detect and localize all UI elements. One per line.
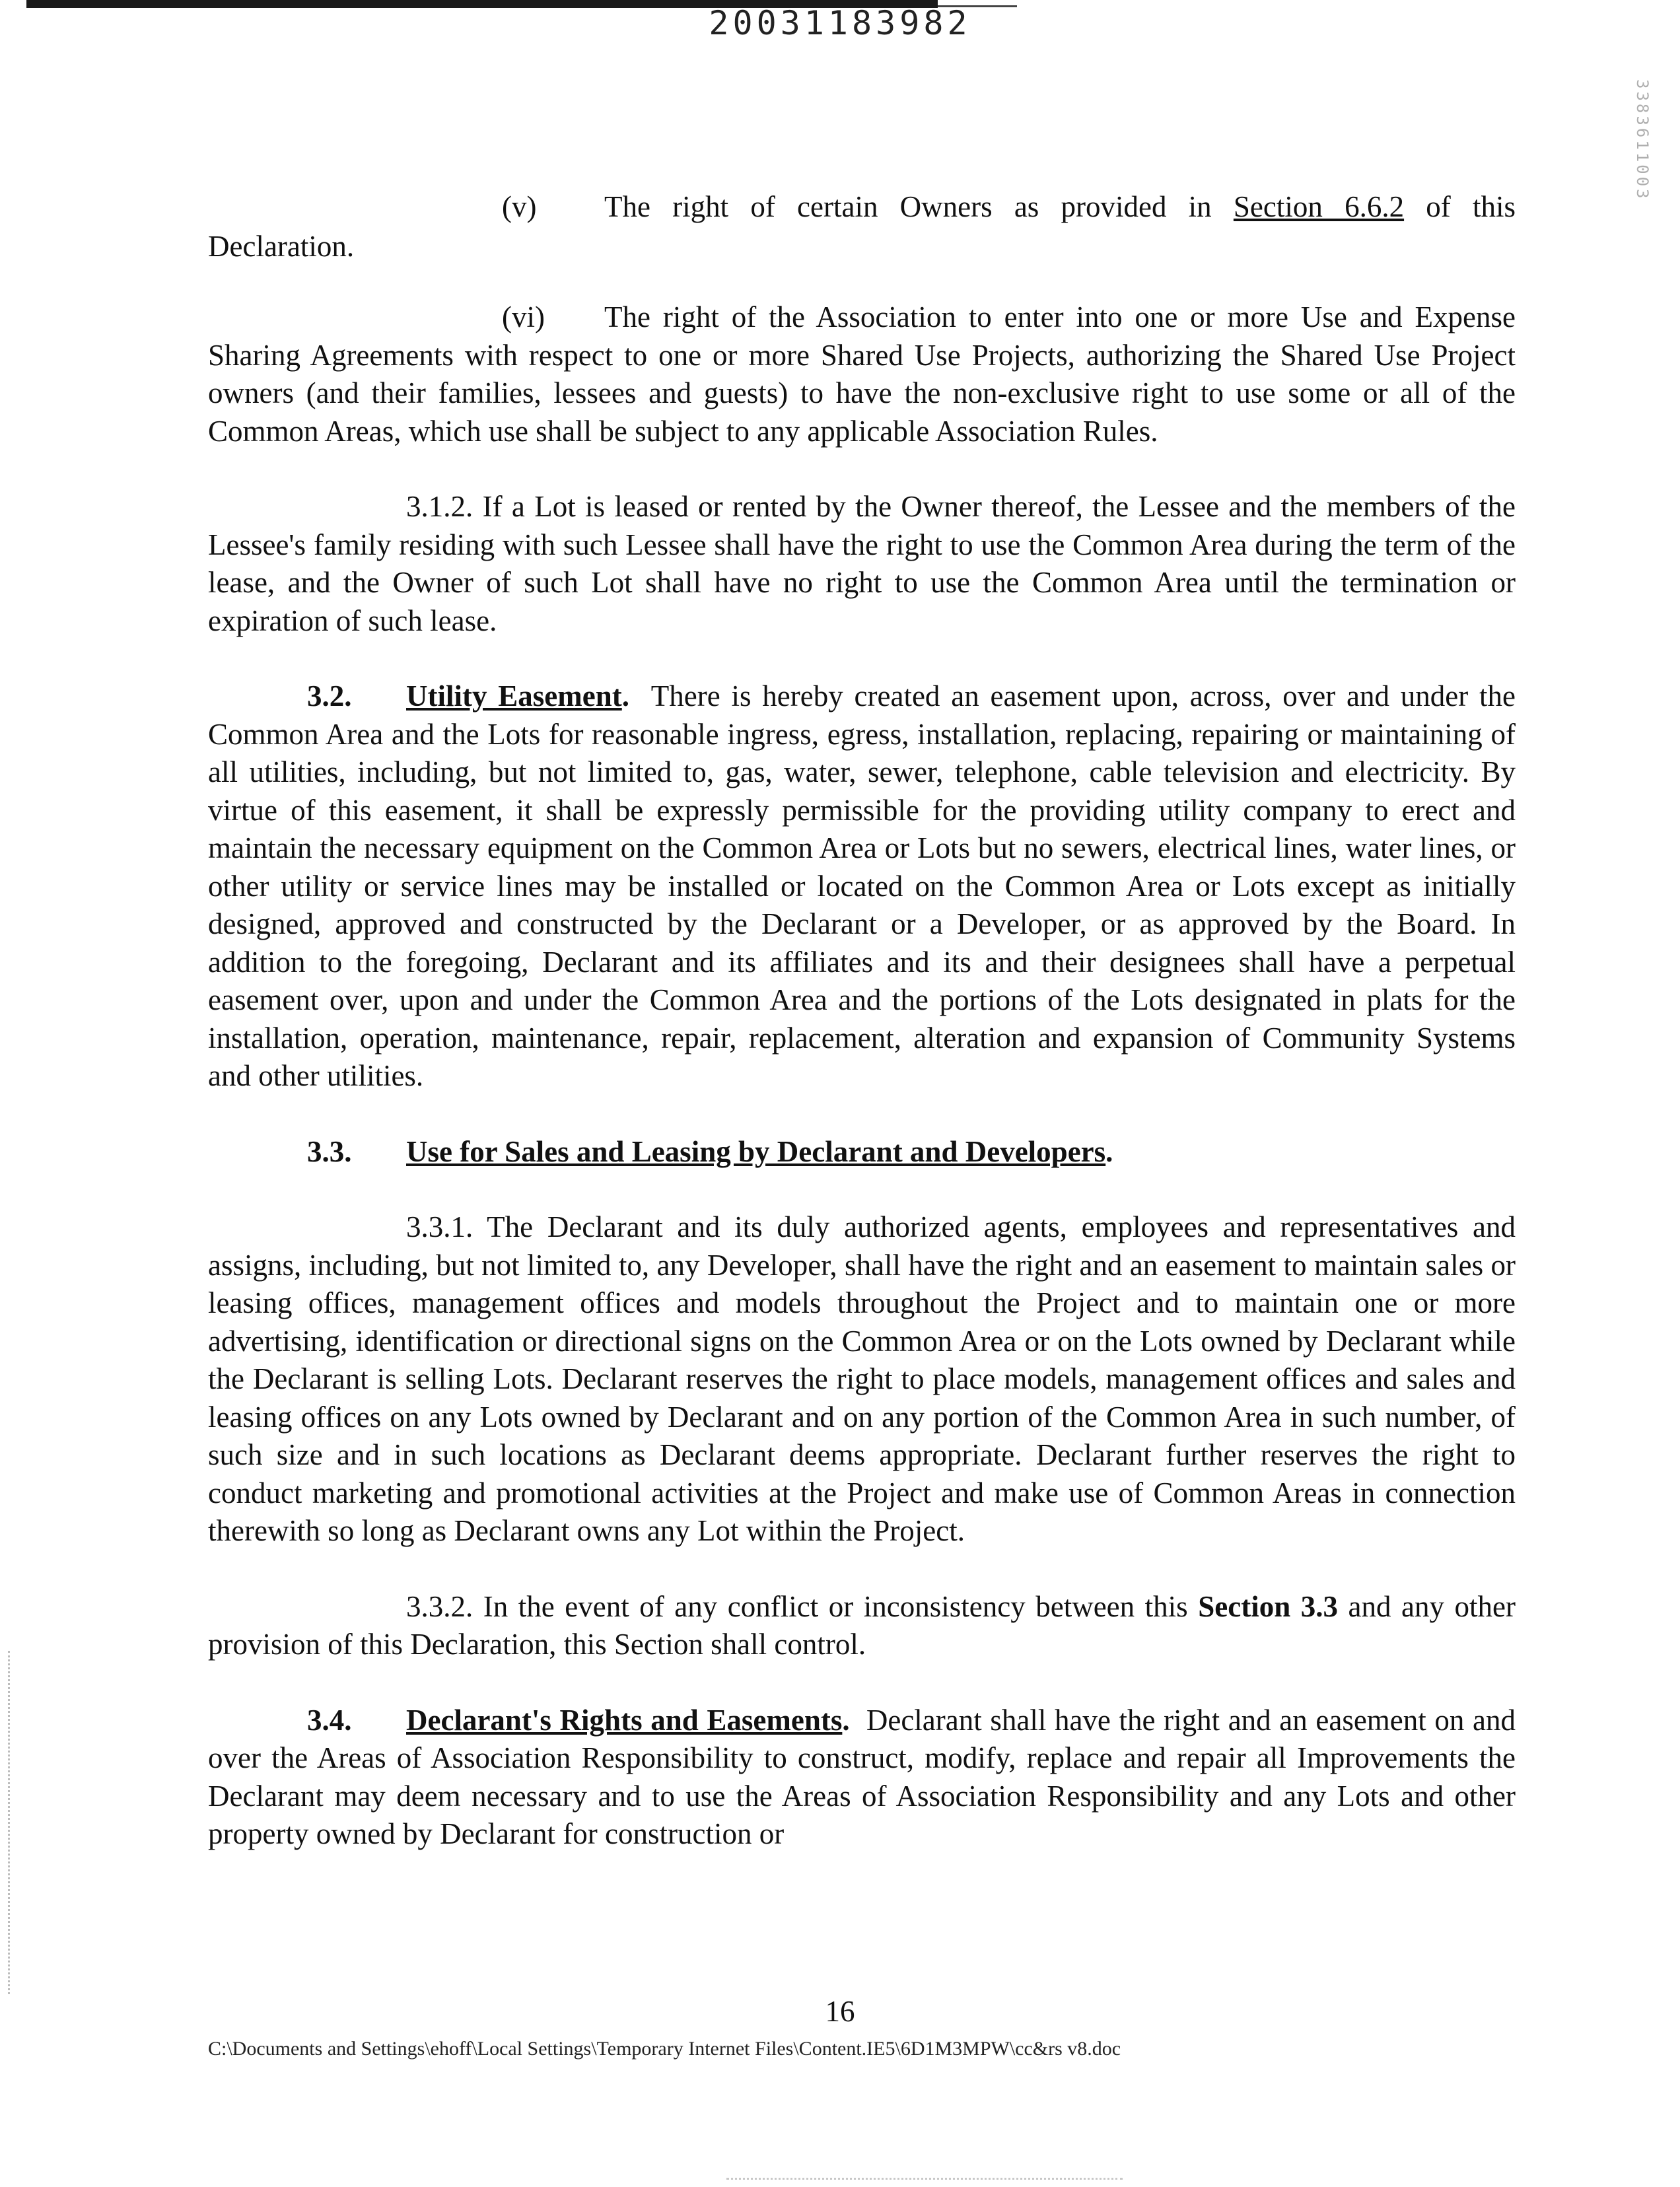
section-3-4-title-punct: . [842,1703,850,1737]
section-3-3-title-punct: . [1105,1134,1113,1168]
para-3-1-2 [208,488,1516,640]
item-v-text-after: of this [1404,190,1516,223]
section-6-6-2-reference: Section 6.6.2 [1233,190,1405,223]
item-v-continuation: Declaration. [208,230,355,263]
section-3-2-text: There is hereby created an easement upon, across, over and under the Common Area and the Lots for reasonable ingress, egress, installation, replacing, repairing or maintaining of all utilities, including, but not limited to, gas, water, sewer, telephone, cable television and electricity. By virtue of this easement, it shall be expressly permissible for the providing utility company to erect and maintain the necessary equipment on the Common Area or Lots but no sewers, electrical lines, water lines, or other utility or service lines may be installed or located on the Common Area or Lots except as initially designed, approved and constructed by the Declarant or a Developer, or as approved by the Board. In addition to the foregoing, Declarant and its affiliates and its and their designees shall have a perpetual easement over, upon and under the Common Area and the portions of the Lots designated in plats for the installation, operation, maintenance, repair, replacement, alteration and expansion of Community Systems and other utilities. [208,679,1516,1092]
para-3-3-1-text: The Declarant and its duly authorized agents, employees and representatives and assigns, including, but not limited to, any Developer, shall have the right and an easement to maintain sales or leasing offices, management offices and models throughout the Project and to maintain one or more advertising, identification or directional signs on the Common Area or on the Lots owned by Declarant while the Declarant is selling Lots. Declarant reserves the right to place models, management offices and sales and leasing offices on any Lots owned by Declarant and on any portion of the Common Area in such number, of such size and in such locations as Declarant deems appropriate. Declarant further reserves the right to conduct marketing and promotional activities at the Project and make use of Common Areas in connection therewith so long as Declarant owns any Lot within the Project. [208,1210,1516,1547]
para-3-3-2 [208,1588,1516,1664]
side-stamp: 3383611003 [1633,79,1652,201]
item-v-numeral: (v) [502,190,537,223]
item-v-text-before: The right of certain Owners as provided in [604,190,1234,223]
document-body [208,188,1516,1854]
footer-file-path: C:\Documents and Settings\ehoff\Local Settings\Temporary Internet Files\Content.IE5\6D1M3MPW\cc&rs v8.doc [208,2038,1121,2060]
section-3-2 [208,677,1516,1095]
item-vi [208,298,1516,450]
margin-artifact [8,1651,15,1994]
section-3-3-heading [208,1133,1516,1171]
para-3-1-2-text: If a Lot is leased or rented by the Owner thereof, the Lessee and the members of the Lessee's family residing with such Lessee shall have the right to use the Common Area during the term of the lease, and the Owner of such Lot shall have no right to use the Common Area until the termination or expiration of such lease. [208,490,1516,637]
para-3-3-2-text-after: and any other provision of this Declaration, this Section shall control. [208,1589,1516,1661]
section-3-3-reference: Section 3.3 [1198,1589,1338,1623]
scan-artifact [726,2178,1123,2182]
item-vi-text: The right of the Association to enter into one or more Use and Expense Sharing Agreements with respect to one or more Shared Use Projects, authorizing the Shared Use Project owners (and their families, lessees and guests) to have the non-exclusive right to use some or all of the Common Areas, which use shall be subject to any applicable Association Rules. [208,300,1516,448]
para-3-3-2-text-before: In the event of any conflict or inconsistency between this [483,1589,1199,1623]
section-3-2-title: Utility Easement [406,679,622,712]
section-3-3-title: Use for Sales and Leasing by Declarant and Developers [406,1134,1106,1168]
section-3-4-title: Declarant's Rights and Easements [406,1703,843,1737]
item-v [208,188,1516,264]
para-3-3-1 [208,1208,1516,1550]
para-3-3-1-number: 3.3.1. [406,1210,473,1243]
section-3-4-text: Declarant shall have the right and an easement on and over the Areas of Association Responsibility to construct, modify, replace and repair all Improvements the Declarant may deem necessary and to use the Areas of Association Responsibility and any Lots and other property owned by Declarant for construction or [208,1703,1516,1850]
document-number: 20031183982 [709,4,971,42]
para-3-3-2-number: 3.3.2. [406,1589,473,1623]
section-3-4-number: 3.4. [307,1703,352,1737]
item-vi-numeral: (vi) [502,300,545,333]
para-3-1-2-number: 3.1.2. [406,490,473,523]
section-3-4 [208,1702,1516,1854]
page-number: 16 [825,1995,855,2028]
section-3-3-number: 3.3. [307,1134,352,1168]
section-3-2-title-punct: . [621,679,629,712]
item-v-text [604,188,1516,226]
section-3-2-number: 3.2. [307,679,352,712]
